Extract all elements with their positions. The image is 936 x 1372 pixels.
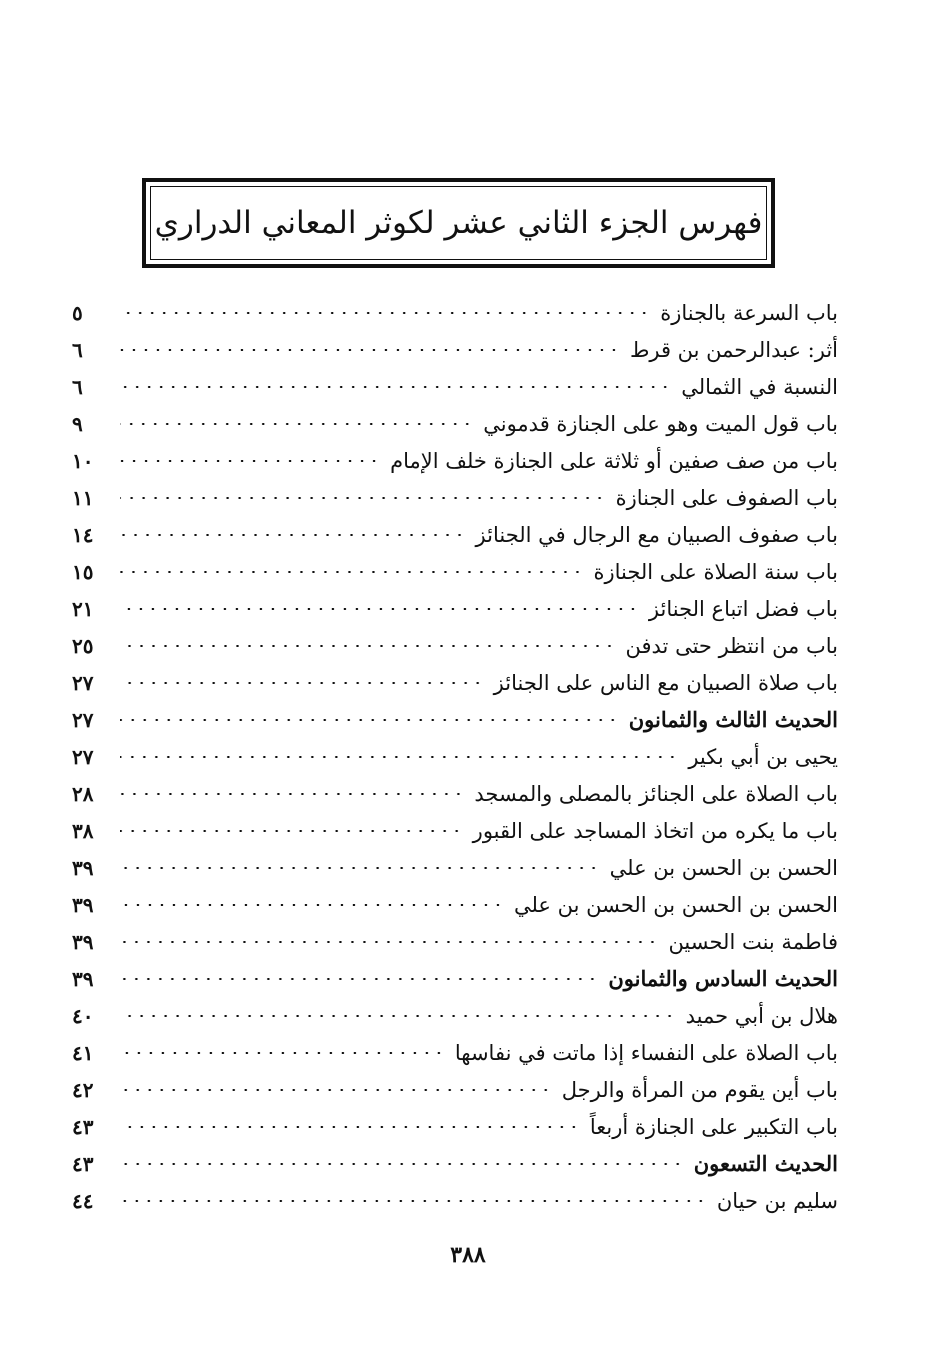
toc-entry-page: ٤٢	[72, 1077, 94, 1102]
toc-entry-title: باب سنة الصلاة على الجنازة	[593, 559, 838, 584]
dot-leader	[120, 1126, 580, 1128]
dot-leader	[120, 719, 619, 721]
toc-entry-title: الحسن بن الحسن بن الحسن بن علي	[513, 892, 838, 917]
toc-entry-page: ١٥	[72, 559, 94, 584]
dot-leader	[120, 1089, 552, 1091]
toc-entry-title: باب الصلاة على النفساء إذا ماتت في نفاسها	[454, 1040, 838, 1065]
toc-entry	[72, 294, 838, 331]
dot-leader	[120, 645, 616, 647]
toc-entry	[72, 405, 838, 442]
toc-entry	[72, 960, 838, 997]
title-frame	[142, 178, 775, 268]
toc-entry-page: ٢١	[72, 596, 94, 621]
toc-entry	[72, 1108, 838, 1145]
dot-leader	[120, 867, 600, 869]
toc-entry	[72, 849, 838, 886]
toc-entry	[72, 701, 838, 738]
toc-entry-title: الحديث الثالث والثمانون	[628, 707, 838, 732]
toc-entry-title: باب التكبير على الجنازة أربعاً	[589, 1114, 838, 1139]
dot-leader	[120, 1052, 445, 1054]
toc-entry-title: باب قول الميت وهو على الجنازة قدموني	[483, 411, 838, 436]
toc-entry	[72, 442, 838, 479]
dot-leader	[120, 1200, 707, 1202]
toc-entry-page: ٤٠	[72, 1003, 94, 1028]
toc-entry-page: ١١	[72, 485, 94, 510]
toc-entry	[72, 516, 838, 553]
toc-entry	[72, 590, 838, 627]
toc-entry-title: هلال بن أبي حميد	[685, 1003, 838, 1028]
dot-leader	[120, 830, 463, 832]
toc-entry-title: باب الصفوف على الجنازة	[615, 485, 838, 510]
dot-leader	[120, 312, 650, 314]
toc-entry-title: باب أين يقوم من المرأة والرجل	[561, 1077, 838, 1102]
toc-entry	[72, 997, 838, 1034]
toc-entry-title: باب صفوف الصبيان مع الرجال في الجنائز	[475, 522, 838, 547]
toc-entry	[72, 1182, 838, 1219]
toc-entry	[72, 1145, 838, 1182]
toc-entry	[72, 1071, 838, 1108]
dot-leader	[120, 978, 598, 980]
toc-entry-title: يحيى بن أبي بكير	[688, 744, 838, 769]
toc-entry-title: فاطمة بنت الحسين	[668, 929, 838, 954]
toc-entry-page: ٤٤	[72, 1188, 94, 1213]
dot-leader	[120, 608, 639, 610]
toc-entry-title: باب ما يكره من اتخاذ المساجد على القبور	[472, 818, 838, 843]
toc-entry-title: أثر: عبدالرحمن بن قرط	[629, 337, 838, 362]
toc-entry-page: ٤٣	[72, 1114, 94, 1139]
dot-leader	[120, 1163, 684, 1165]
dot-leader	[120, 497, 606, 499]
dot-leader	[120, 349, 620, 351]
toc-entry-page: ٣٩	[72, 966, 94, 991]
toc-entry-page: ٣٩	[72, 892, 94, 917]
toc-entry	[72, 553, 838, 590]
dot-leader	[120, 423, 473, 425]
toc-entry-title: الحسن بن الحسن بن علي	[609, 855, 838, 880]
toc-entry-page: ٤١	[72, 1040, 94, 1065]
toc-entry-page: ٤٣	[72, 1151, 94, 1176]
toc-entry-title: باب السرعة بالجنازة	[660, 300, 838, 325]
toc-entry	[72, 775, 838, 812]
page-title: فهرس الجزء الثاني عشر لكوثر المعاني الدراري	[150, 186, 767, 260]
toc-entry-page: ١٤	[72, 522, 94, 547]
dot-leader	[120, 756, 678, 758]
table-of-contents	[72, 294, 838, 1219]
toc-entry-title: سليم بن حيان	[716, 1188, 838, 1213]
dot-leader	[120, 460, 380, 462]
toc-entry-page: ٣٨	[72, 818, 94, 843]
dot-leader	[120, 1015, 676, 1017]
dot-leader	[120, 793, 464, 795]
toc-entry	[72, 331, 838, 368]
dot-leader	[120, 571, 583, 573]
toc-entry-page: ٥	[72, 300, 83, 325]
toc-entry	[72, 1034, 838, 1071]
toc-entry-page: ٦	[72, 374, 83, 399]
dot-leader	[120, 682, 484, 684]
dot-leader	[120, 941, 658, 943]
toc-entry-title: باب الصلاة على الجنائز بالمصلى والمسجد	[474, 781, 838, 806]
toc-entry-page: ٢٧	[72, 707, 94, 732]
toc-entry-page: ٦	[72, 337, 83, 362]
toc-entry	[72, 479, 838, 516]
toc-entry-page: ١٠	[72, 448, 94, 473]
toc-entry	[72, 923, 838, 960]
toc-entry	[72, 368, 838, 405]
toc-entry-title: باب من صف صفين أو ثلاثة على الجنازة خلف الإمام	[390, 448, 838, 473]
dot-leader	[120, 386, 671, 388]
toc-entry-page: ٢٧	[72, 744, 94, 769]
toc-entry	[72, 738, 838, 775]
toc-entry	[72, 812, 838, 849]
toc-entry-page: ٣٩	[72, 855, 94, 880]
toc-entry-page: ٢٨	[72, 781, 94, 806]
toc-entry-title: باب صلاة الصبيان مع الناس على الجنائز	[493, 670, 838, 695]
toc-entry	[72, 886, 838, 923]
toc-entry	[72, 627, 838, 664]
toc-entry-title: باب من انتظر حتى تدفن	[625, 633, 838, 658]
dot-leader	[120, 904, 504, 906]
toc-entry-page: ٩	[72, 411, 83, 436]
toc-entry-title: الحديث السادس والثمانون	[608, 966, 838, 991]
toc-entry-title: الحديث التسعون	[693, 1151, 838, 1176]
dot-leader	[120, 534, 466, 536]
toc-entry-title: النسبة في الثمالي	[681, 374, 838, 399]
page-number: ٣٨٨	[450, 1242, 486, 1268]
toc-entry-page: ٣٩	[72, 929, 94, 954]
toc-entry-page: ٢٧	[72, 670, 94, 695]
toc-entry-title: باب فضل اتباع الجنائز	[648, 596, 838, 621]
toc-entry-page: ٢٥	[72, 633, 94, 658]
toc-entry	[72, 664, 838, 701]
